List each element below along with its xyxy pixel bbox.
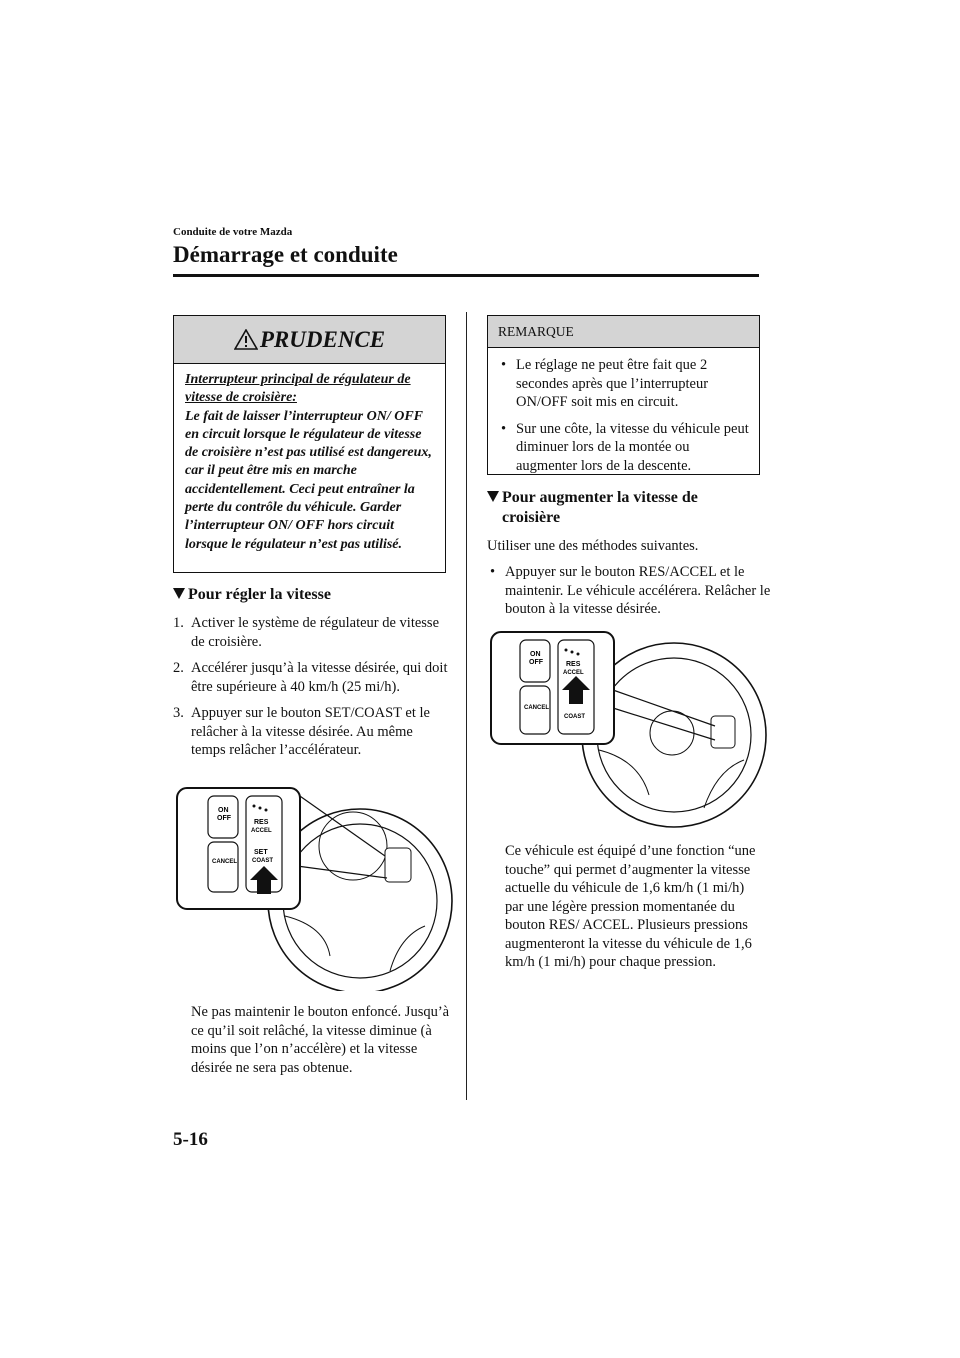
caution-body: [174, 364, 445, 554]
steering-wheel-figure-res: [489, 630, 771, 835]
on-label: ON: [530, 651, 541, 658]
set-speed-steps: [173, 614, 448, 768]
increase-note: Ce véhicule est équipé d’une fonction “une touche” qui permet d’augmenter la vitesse actuelle du véhicule de 1,6 km/h (1 mi/h) par une légère pression momentanée du bouton RES/ ACCEL. Plusieurs pressions augmenteront la vitesse du véhicule de 1,6 km/h (1 mi/h) pour chaque pression.: [505, 843, 756, 970]
increase-speed-heading: Pour augmenter la vitesse de croisière: [487, 488, 698, 528]
coast-label: COAST: [252, 858, 273, 864]
header-rule: [173, 274, 759, 277]
warning-icon: [234, 329, 258, 350]
page-number: 5-16: [173, 1129, 208, 1150]
triangle-bullet-icon: [173, 588, 185, 599]
caution-text: Le fait de laisser l’interrupteur ON/ OFF en circuit lorsque le régulateur de vitesse de croisière n’est pas utilisé est dangereux, car il peut être mis en marche accidentellement. Ceci peut entraîner la perte du contrôle du véhicule. Garder l’interrupteur ON/ OFF hors circuit lorsque le régulateur n’est pas utilisé.: [185, 408, 432, 552]
list-item: • Sur une côte, la vitesse du véhicule peut diminuer lors de la montée ou augmenter lors de la descente.: [501, 420, 749, 474]
coast-label: COAST: [564, 714, 585, 720]
triangle-bullet-icon: [487, 491, 499, 502]
res-label: RES: [566, 661, 581, 668]
accel-label: ACCEL: [251, 828, 272, 834]
caution-subtitle: Interrupteur principal de régulateur de vitesse de croisière:: [185, 372, 411, 406]
list-item: 2. Accélérer jusqu’à la vitesse désirée, qui doit être supérieure à 40 km/h (25 mi/h).: [173, 660, 448, 695]
section-title: Conduite de votre Mazda: [173, 226, 293, 238]
note-box: [487, 315, 760, 475]
res-label: RES: [254, 819, 269, 826]
off-label: OFF: [529, 659, 543, 666]
cancel-label: CANCEL: [524, 705, 549, 711]
set-label: SET: [254, 849, 268, 856]
cancel-label: CANCEL: [212, 859, 237, 865]
list-item: 1. Activer le système de régulateur de vitesse de croisière.: [173, 615, 440, 650]
list-item: • Appuyer sur le bouton RES/ACCEL et le maintenir. Le véhicule accélérera. Relâcher le bouton à la vitesse désirée.: [490, 564, 771, 617]
set-speed-note: Ne pas maintenir le bouton enfoncé. Jusqu’à ce qu’il soit relâché, la vitesse diminue (à moins que l’on n’accélère) et la vitesse désirée ne sera pas obtenue.: [191, 1004, 450, 1076]
caution-title: PRUDENCE: [259, 327, 386, 352]
column-divider: [466, 312, 467, 1100]
note-body: [488, 348, 759, 475]
accel-label: ACCEL: [563, 670, 584, 676]
off-label: OFF: [217, 815, 231, 822]
on-label: ON: [218, 807, 229, 814]
set-speed-heading: Pour régler la vitesse: [173, 585, 331, 605]
list-item: 3. Appuyer sur le bouton SET/COAST et le relâcher à la vitesse désirée. Au même temps relâcher l’accélérateur.: [173, 705, 430, 758]
caution-header: [174, 316, 445, 364]
note-title: REMARQUE: [488, 316, 759, 348]
caution-box: [173, 315, 446, 573]
list-item: • Le réglage ne peut être fait que 2 secondes après que l’interrupteur ON/OFF soit mis en circuit.: [501, 357, 709, 410]
chapter-title: Démarrage et conduite: [173, 242, 398, 267]
increase-intro: Utiliser une des méthodes suivantes.: [487, 538, 699, 554]
steering-wheel-figure-set: [175, 786, 457, 991]
